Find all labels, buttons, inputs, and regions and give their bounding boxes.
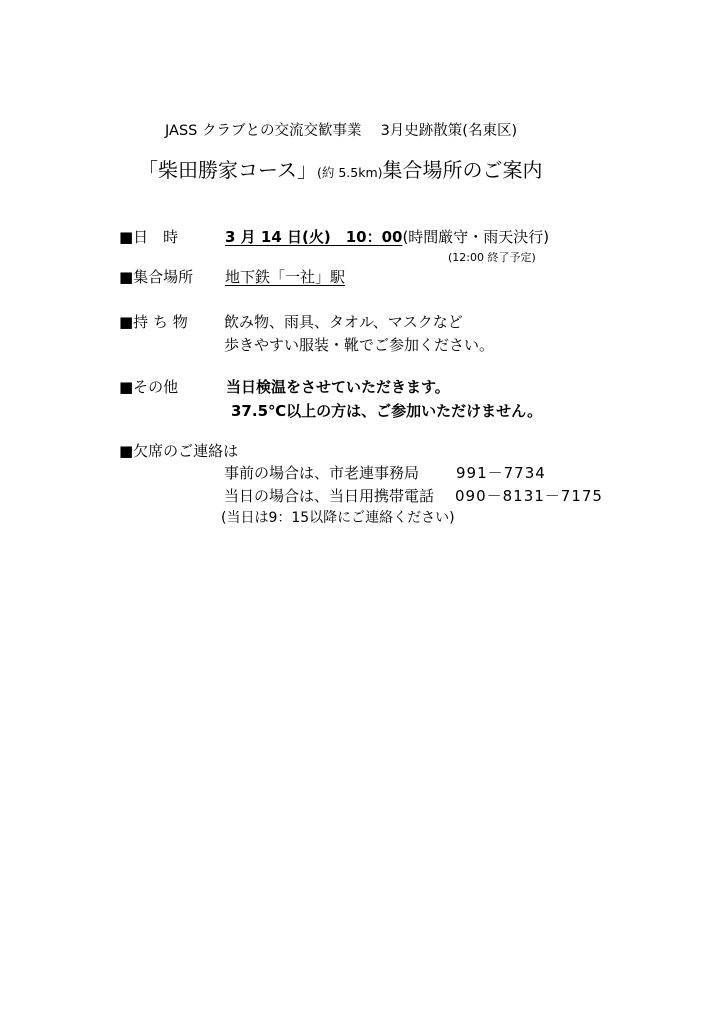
other-line1: 当日検温をさせていただきます。 xyxy=(226,378,450,396)
other-line2: 37.5℃以上の方は、ご参加いただけません。 xyxy=(231,402,543,420)
meeting-value: 地下鉄「一社」駅 xyxy=(225,268,346,286)
absence-line2-phone: 090－8131－7175 xyxy=(455,487,603,505)
absence-line1-text: 事前の場合は、市老連事務局 xyxy=(224,464,420,482)
absence-line3: (当日は9：15以降にご連絡ください) xyxy=(221,510,455,526)
event-subtitle: JASS クラブとの交流交歓事業 3月史跡散策(名東区) xyxy=(165,123,518,139)
belongings-line2: 歩きやすい服装・靴でご参加ください。 xyxy=(224,336,495,354)
other-label: ■その他 xyxy=(119,378,179,396)
datetime-note: (時間厳守・雨天決行) xyxy=(402,228,550,246)
belongings-line1: 飲み物、雨具、タオル、マスクなど xyxy=(224,313,463,331)
datetime-row xyxy=(225,230,549,245)
page-title xyxy=(138,160,543,180)
absence-line2-text: 当日の場合は、当日用携帯電話 xyxy=(224,487,435,505)
datetime-end-note: (12:00 終了予定) xyxy=(448,251,536,264)
datetime-label: ■日 時 xyxy=(119,228,179,246)
belongings-label: ■持 ち 物 xyxy=(119,313,188,331)
datetime-value: 3 月 14 日(火) 10：00 xyxy=(225,228,403,246)
absence-label: ■欠席のご連絡は xyxy=(119,442,239,460)
title-tail: 集合場所のご案内 xyxy=(382,158,543,182)
absence-line1-phone: 991－7734 xyxy=(456,464,546,482)
meeting-label: ■集合場所 xyxy=(119,268,194,286)
title-course-name: 「柴田勝家コース」 xyxy=(138,158,317,182)
title-distance: (約 5.5km) xyxy=(317,165,383,180)
